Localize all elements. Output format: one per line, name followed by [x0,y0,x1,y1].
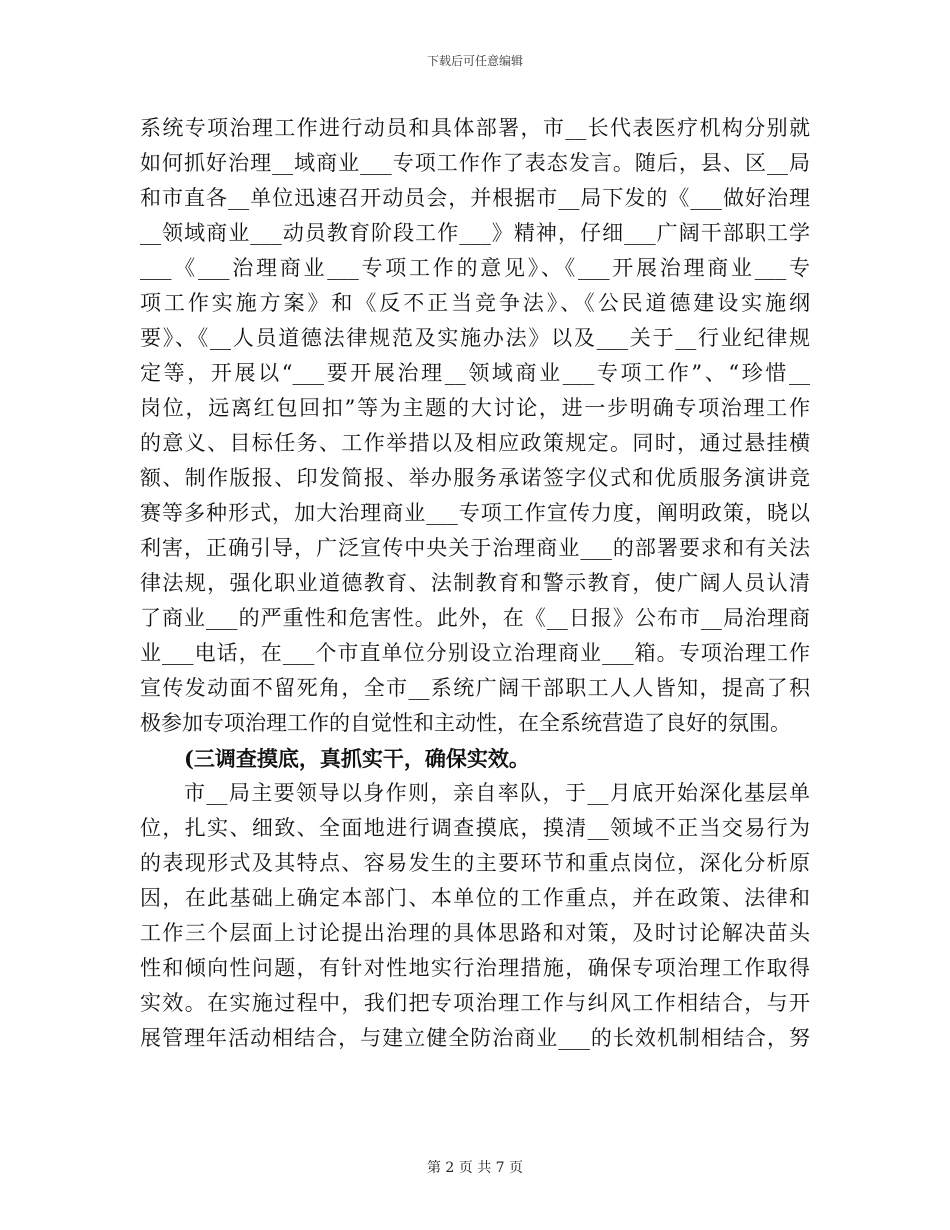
text-line: 的意义、目标任务、工作举措以及相应政策规定。同时，通过悬挂横 [140,431,810,455]
text-line: 利害，正确引导，广泛宣传中央关于治理商业___的部署要求和有关法 [140,536,810,560]
text-line: 额、制作版报、印发简报、举办服务承诺签字仪式和优质服务演讲竞 [140,466,810,490]
section-heading: (三调查摸底，真抓实干，确保实效。 [184,746,530,771]
text-line: 极参加专项治理工作的自觉性和主动性，在全系统营造了良好的氛围。 [140,711,791,735]
text-line: 宣传发动面不留死角，全市__系统广阔干部职工人人皆知，提高了积 [140,676,810,700]
text-line: 性和倾向性问题，有针对性地实行治理措施，确保专项治理工作取得 [140,956,810,980]
text-line: 实效。在实施过程中，我们把专项治理工作与纠风工作相结合，与开 [140,991,810,1015]
text-line: 工作三个层面上讨论提出治理的具体思路和对策，及时讨论解决苗头 [140,921,810,945]
text-line: 系统专项治理工作进行动员和具体部署，市__长代表医疗机构分别就 [140,116,810,140]
page-number: 第 2 页 共 7 页 [426,1160,524,1176]
text-line: ___《___治理商业___专项工作的意见》、《___开展治理商业___专 [140,256,810,280]
text-line: __领域商业___动员教育阶段工作___》精神，仔细___广阔干部职工学 [140,221,810,245]
text-line: 如何抓好治理__域商业___专项工作作了表态发言。随后，县、区__局 [140,151,810,175]
text-line: 和市直各__单位迅速召开动员会，并根据市__局下发的《___做好治理 [140,186,810,210]
text-line: 定等，开展以“___要开展治理__领域商业___专项工作”、“珍惜__ [140,361,810,385]
text-line: 因，在此基础上确定本部门、本单位的工作重点，并在政策、法律和 [140,886,810,910]
text-line: 展管理年活动相结合，与建立健全防治商业___的长效机制相结合，努 [140,1026,810,1050]
text-line: 的表现形式及其特点、容易发生的主要环节和重点岗位，深化分析原 [140,851,810,875]
text-line: 赛等多种形式，加大治理商业___专项工作宣传力度，阐明政策，晓以 [140,501,810,525]
text-line: 位，扎实、细致、全面地进行调查摸底，摸清__领域不正当交易行为 [140,816,810,840]
text-line: 岗位，远离红包回扣”等为主题的大讨论，进一步明确专项治理工作 [140,396,810,420]
text-line: 市__局主要领导以身作则，亲自率队，于__月底开始深化基层单 [184,781,810,805]
text-line: 要》、《__人员道德法律规范及实施办法》以及___关于__行业纪律规 [140,326,810,350]
document-body [140,111,810,1056]
page-header-note: 下载后可任意编辑 [426,54,523,68]
text-line: 项工作实施方案》和《反不正当竞争法》、《公民道德建设实施纲 [140,291,810,315]
text-line: 了商业___的严重性和危害性。此外，在《__日报》公布市__局治理商 [140,606,810,630]
text-line: 业___电话，在___个市直单位分别设立治理商业___箱。专项治理工作 [140,641,810,665]
text-line: 律法规，强化职业道德教育、法制教育和警示教育，使广阔人员认清 [140,571,810,595]
